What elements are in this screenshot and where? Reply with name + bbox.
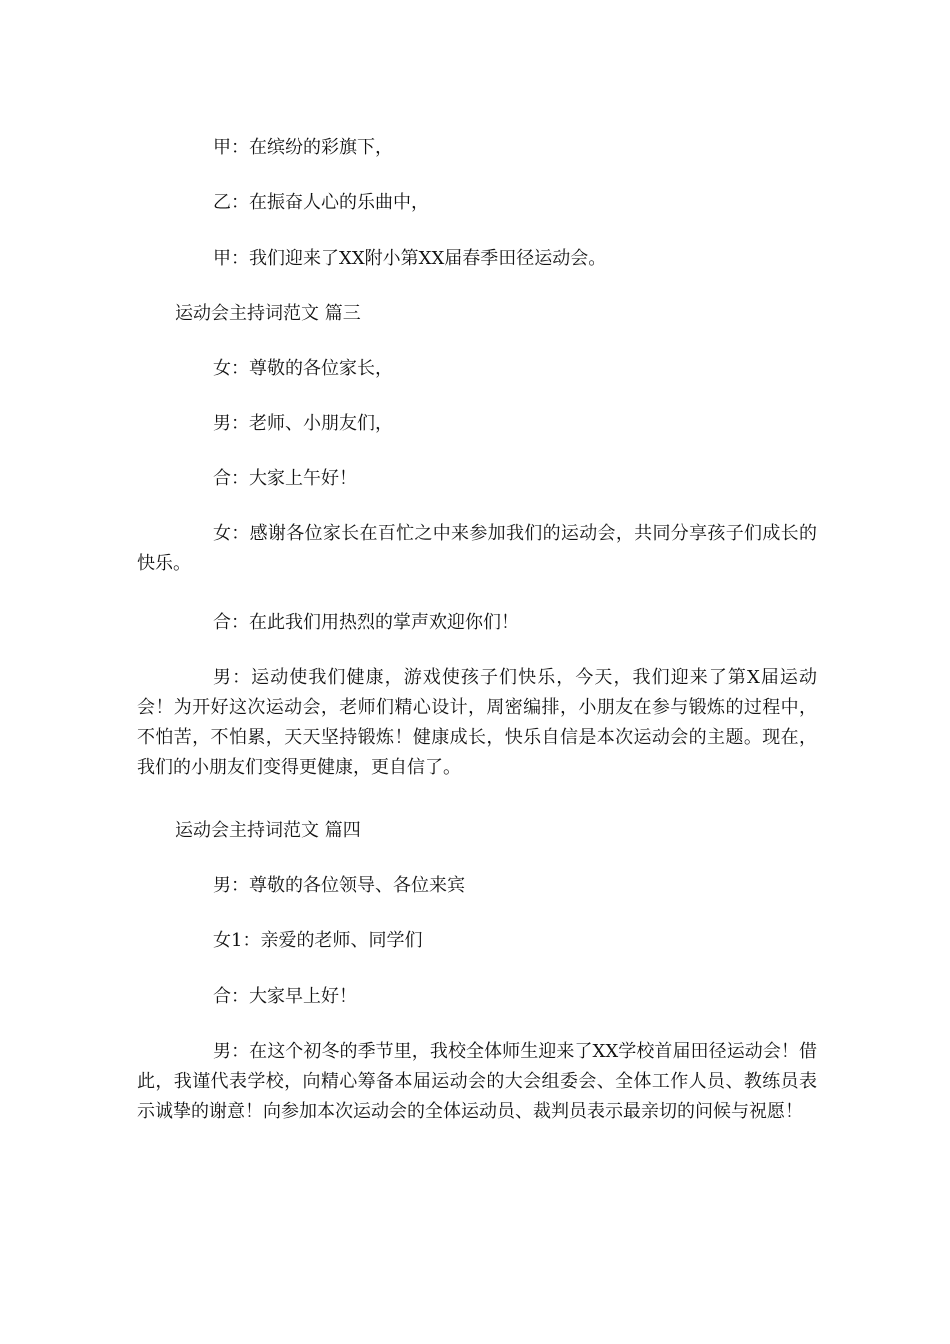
paragraph-10: 男：运动使我们健康，游戏使孩子们快乐，今天，我们迎来了第X届运动会！为开好这次运动会，老师们精心设计，周密编排，小朋友在参与锻炼的过程中，不怕苦，不怕累，天天坚持锻炼！健康成长，快乐自信是本次运动会的主题。现在，我们的小朋友们变得更健康，更自信了。 [137,667,817,778]
paragraph-5: 女：尊敬的各位家长， [213,358,393,379]
paragraph-14: 合：大家早上好！ [213,986,357,1007]
paragraph-9: 合：在此我们用热烈的掌声欢迎你们！ [213,612,519,633]
paragraph-7: 合：大家上午好！ [213,468,357,489]
paragraph-2: 乙：在振奋人心的乐曲中， [213,192,429,213]
paragraph-12: 男：尊敬的各位领导、各位来宾 [213,875,465,896]
paragraph-8: 女：感谢各位家长在百忙之中来参加我们的运动会，共同分享孩子们成长的快乐。 [137,523,817,574]
paragraph-15: 男：在这个初冬的季节里，我校全体师生迎来了XX学校首届田径运动会！借此，我谨代表学校，向精心筹备本届运动会的大会组委会、全体工作人员、教练员表示诚挚的谢意！向参加本次运动会的全体运动员、裁判员表示最亲切的问候与祝愿！ [137,1041,817,1122]
paragraph-3: 甲：我们迎来了XX附小第XX届春季田径运动会。 [213,248,607,269]
paragraph-6: 男：老师、小朋友们， [213,413,393,434]
paragraph-1: 甲：在缤纷的彩旗下， [213,137,393,158]
section-heading-3: 运动会主持词范文 篇三 [175,303,361,324]
section-heading-4: 运动会主持词范文 篇四 [175,820,361,841]
paragraph-13: 女1：亲爱的老师、同学们 [213,930,423,951]
